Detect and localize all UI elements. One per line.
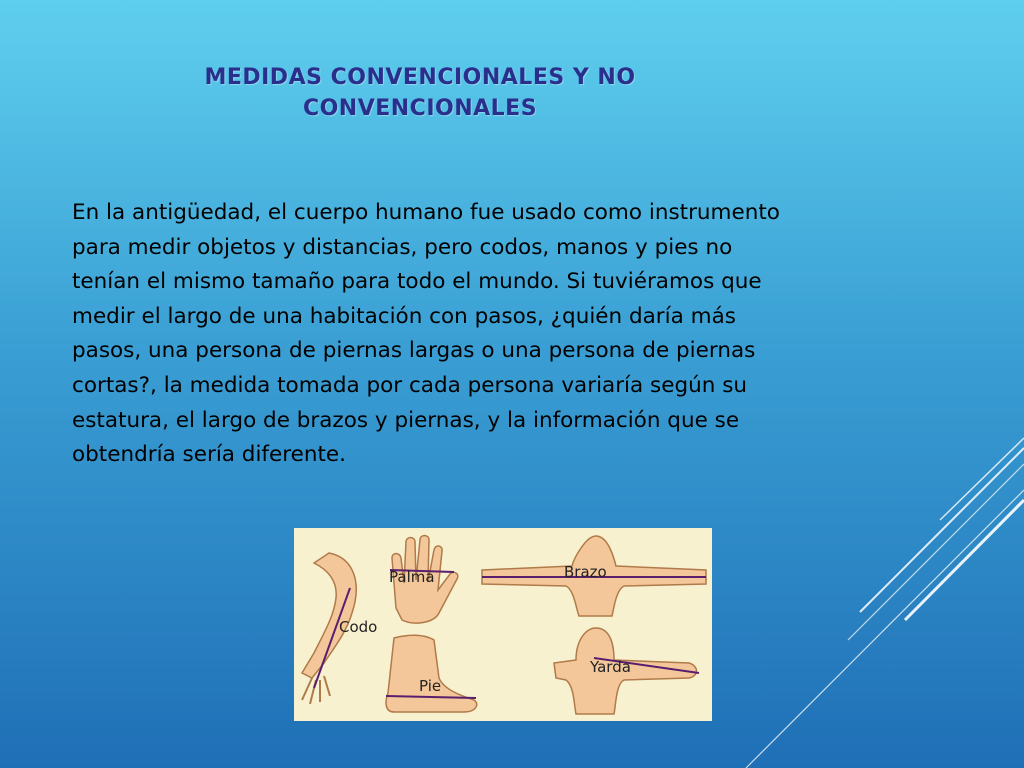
body-measures-image [294,528,712,721]
slide-body-text: En la antigüedad, el cuerpo humano fue usado como instrumento para medir objetos y distancias, pero codos, manos y pies no tenían el mismo tamaño para todo el mundo. Si tuviéramos que medir el largo de una habitación con pasos, ¿quién daría más pasos, una persona de piernas largas o una persona de piernas cortas?, la medida tomada por cada persona variaría según su estatura, el largo de brazos y piernas, y la información que se obtendría sería diferente. [72,200,780,468]
codo-label: Codo [339,618,378,636]
arms-yarda-illustration [554,628,699,714]
brazo-label: Brazo [564,563,607,581]
pie-label: Pie [419,677,442,695]
body-measures-illustration [294,528,712,721]
slide-title-line2: CONVENCIONALES [302,96,538,121]
deco-line-2 [860,448,1024,612]
slide-title [100,62,740,124]
foot-illustration [386,635,477,712]
deco-line-4 [848,464,1024,640]
deco-line-5 [746,490,1024,768]
deco-line-1 [940,438,1024,520]
yarda-label: Yarda [590,658,631,676]
slide-title-line1: MEDIDAS CONVENCIONALES Y NO [204,65,636,90]
hand-illustration [389,536,458,624]
forearm-illustration [302,553,377,704]
arms-brazo-illustration [482,536,706,616]
palma-label: Palma [389,568,435,586]
deco-line-3 [905,500,1024,620]
